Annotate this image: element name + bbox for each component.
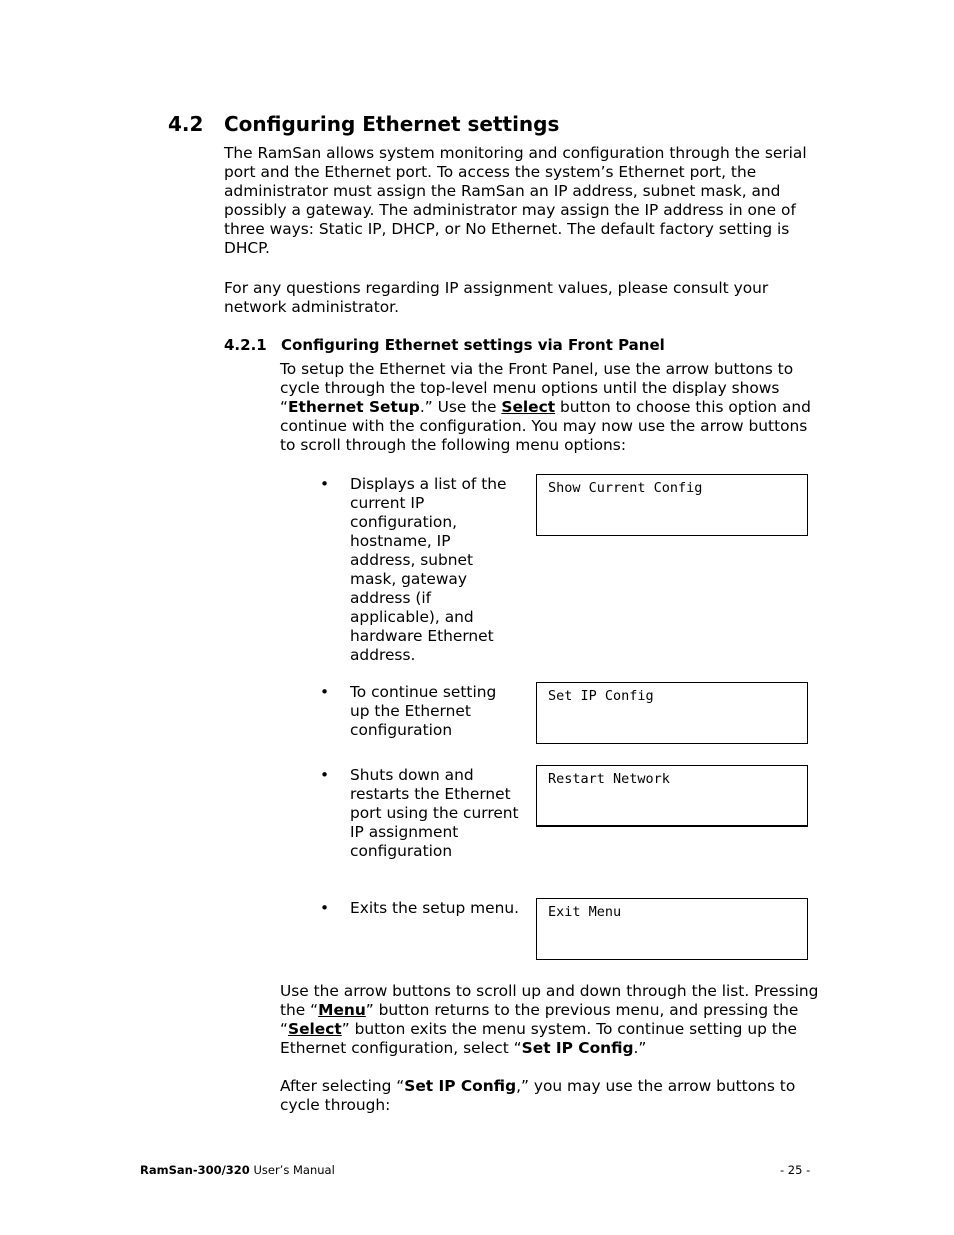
section-heading: [168, 112, 559, 136]
ethernet-setup-term: Ethernet Setup: [287, 398, 420, 416]
display-show-current-config: Show Current Config: [536, 474, 808, 536]
subsection-intro: [280, 360, 825, 455]
intro-text-3: button to choose this option and continue with the configuration. You may now use the arrow buttons to scroll through the following menu options:: [280, 398, 811, 454]
outro-text-2: ” button returns to the previous menu, and pressing the “: [280, 1001, 799, 1038]
outro-text-1: Use the arrow buttons to scroll up and down through the list. Pressing the “: [280, 982, 819, 1019]
bullet-icon: •: [320, 766, 330, 784]
after-paragraph: [280, 1077, 825, 1115]
outro-text-4: .”: [633, 1039, 647, 1057]
page-number: - 25 -: [780, 1163, 811, 1177]
select-button-term: Select: [287, 1020, 342, 1038]
footer-product: RamSan-300/320: [140, 1163, 250, 1177]
menu-item-description: Exits the setup menu.: [350, 899, 520, 917]
after-text-2: ,” you may use the arrow buttons to cycle through:: [280, 1077, 796, 1114]
display-exit-menu: Exit Menu: [536, 898, 808, 960]
set-ip-config-term: Set IP Config: [404, 1077, 517, 1095]
display-set-ip-config: Set IP Config: [536, 682, 808, 744]
outro-text-3: ” button exits the menu system. To continue setting up the Ethernet configuration, select “: [280, 1020, 798, 1057]
subsection-title: Configuring Ethernet settings via Front Panel: [281, 336, 665, 354]
section-title: Configuring Ethernet settings: [224, 112, 560, 136]
menu-item-description: Shuts down and restarts the Ethernet port using the current IP assignment configuration: [350, 766, 519, 860]
menu-item-description: Displays a list of the current IP configuration, hostname, IP address, subnet mask, gateway address (if applicable), and hardware Ethernet address.: [350, 475, 507, 664]
bullet-icon: •: [320, 899, 330, 917]
footer-title: [140, 1163, 335, 1177]
footer-manual: User’s Manual: [249, 1163, 335, 1177]
bullet-icon: •: [320, 683, 330, 701]
subsection-heading: [224, 336, 665, 354]
subsection-number: 4.2.1: [224, 336, 267, 354]
after-text-1: After selecting “: [280, 1077, 405, 1095]
set-ip-config-term: Set IP Config: [521, 1039, 634, 1057]
bullet-icon: •: [320, 475, 330, 493]
menu-button-term: Menu: [318, 1001, 366, 1019]
select-button-term: Select: [501, 398, 556, 416]
intro-text-1: To setup the Ethernet via the Front Panel, use the arrow buttons to cycle through the top-level menu options until the display shows “: [280, 360, 794, 416]
section-paragraph-1: The RamSan allows system monitoring and configuration through the serial port and the Ethernet port. To access the system’s Ethernet port, the administrator must assign the RamSan an IP address, subnet mask, and possibly a gateway. The administrator may assign the IP address in one of three ways: Static IP, DHCP, or No Ethernet. The default factory setting is DHCP.: [224, 144, 807, 257]
outro-paragraph: [280, 982, 825, 1058]
display-restart-network: Restart Network: [536, 765, 808, 827]
menu-item-description: To continue setting up the Ethernet configuration: [350, 683, 497, 739]
section-number: 4.2: [168, 112, 204, 136]
section-paragraph-2: For any questions regarding IP assignment values, please consult your network administrator.: [224, 279, 769, 316]
intro-text-2: .” Use the: [419, 398, 502, 416]
